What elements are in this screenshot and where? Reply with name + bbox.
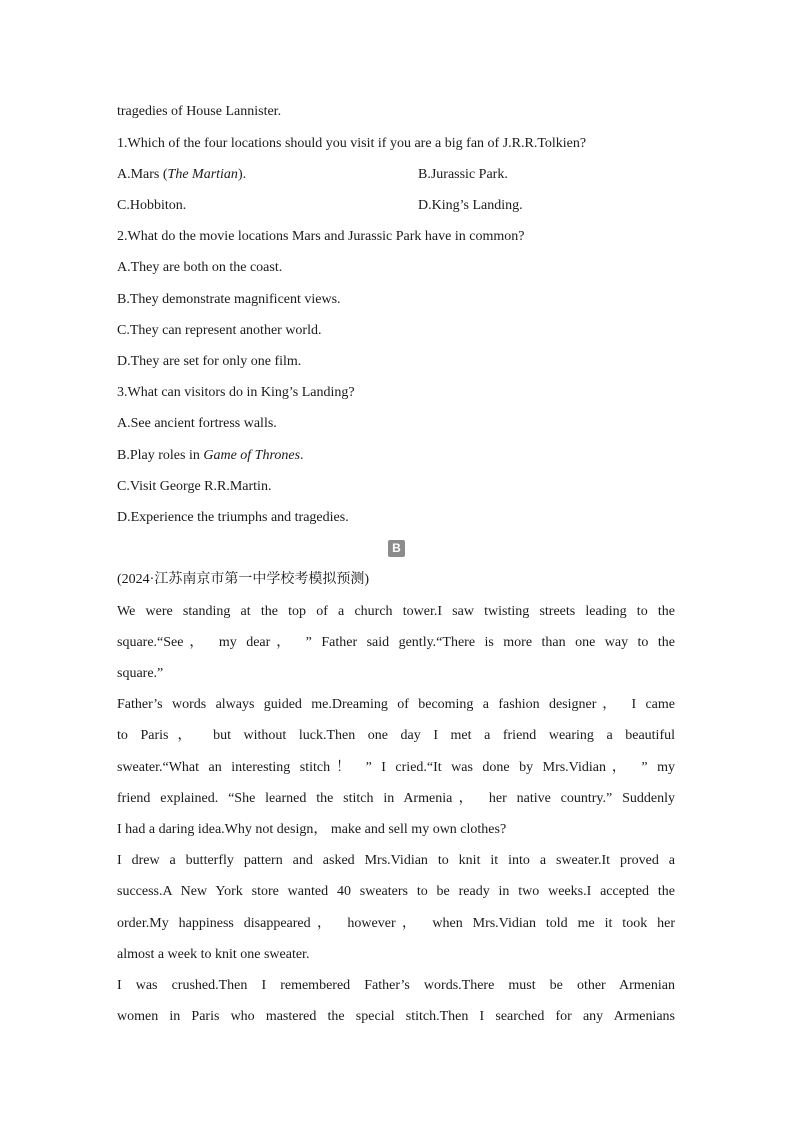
question-3-stem: 3.What can visitors do in King’s Landing? <box>117 385 355 400</box>
option-b-italic-title: Game of Thrones <box>203 448 301 463</box>
question-2-stem: 2.What do the movie locations Mars and Jurassic Park have in common? <box>117 229 525 244</box>
question-2-option-c: C.They can represent another world. <box>117 323 322 338</box>
passage-line: success.A New York store wanted 40 sweaters to be ready in two weeks.I accepted the <box>117 884 675 899</box>
passage-line: Father’s words always guided me.Dreaming of becoming a fashion designer， I came <box>117 697 675 712</box>
option-a-text: A.Mars ( <box>117 167 168 182</box>
passage-line: order.My happiness disappeared， however， when Mrs.Vidian told me it took her <box>117 916 675 931</box>
question-2-option-b: B.They demonstrate magnificent views. <box>117 292 341 307</box>
continued-text-line: tragedies of House Lannister. <box>117 104 282 119</box>
passage-line: I was crushed.Then I remembered Father’s words.There must be other Armenian <box>117 978 675 993</box>
passage-line: I had a daring idea.Why not design， make and sell my own clothes? <box>117 822 507 837</box>
option-b-text-end: . <box>300 448 304 463</box>
question-1-stem: 1.Which of the four locations should you visit if you are a big fan of J.R.R.Tolkien? <box>117 136 587 151</box>
passage-line: I drew a butterfly pattern and asked Mrs.Vidian to knit it into a sweater.It proved a <box>117 853 675 868</box>
question-1-option-b: B.Jurassic Park. <box>418 167 508 182</box>
passage-line: square.“See， my dear， ” Father said gently.“There is more than one way to the <box>117 635 675 650</box>
option-a-text-end: ). <box>237 167 247 182</box>
question-2-option-a: A.They are both on the coast. <box>117 260 283 275</box>
question-3-option-c: C.Visit George R.R.Martin. <box>117 479 272 494</box>
section-b-badge: B <box>388 540 405 557</box>
passage-line: to Paris， but without luck.Then one day I met a friend wearing a beautiful <box>117 728 675 743</box>
question-1-option-d: D.King’s Landing. <box>418 198 523 213</box>
option-b-text: B.Play roles in <box>117 448 204 463</box>
question-3-option-b <box>117 447 304 465</box>
question-3-option-a: A.See ancient fortress walls. <box>117 416 277 431</box>
option-a-italic-title: The Martian <box>167 167 238 182</box>
question-1-option-c: C.Hobbiton. <box>117 198 187 213</box>
passage-line: women in Paris who mastered the special stitch.Then I searched for any Armenians <box>117 1009 675 1024</box>
passage-line: square.” <box>117 666 164 681</box>
question-2-option-d: D.They are set for only one film. <box>117 354 302 369</box>
question-3-option-d: D.Experience the triumphs and tragedies. <box>117 510 349 525</box>
passage-line: We were standing at the top of a church tower.I saw twisting streets leading to the <box>117 604 675 619</box>
passage-line: almost a week to knit one sweater. <box>117 947 310 962</box>
passage-line: friend explained. “She learned the stitch in Armenia， her native country.” Suddenly <box>117 791 675 806</box>
passage-source: (2024·江苏南京市第一中学校考模拟预测) <box>117 572 369 587</box>
question-1-option-a <box>117 166 246 184</box>
passage-line: sweater.“What an interesting stitch！ ” I cried.“It was done by Mrs.Vidian， ” my <box>117 760 675 775</box>
